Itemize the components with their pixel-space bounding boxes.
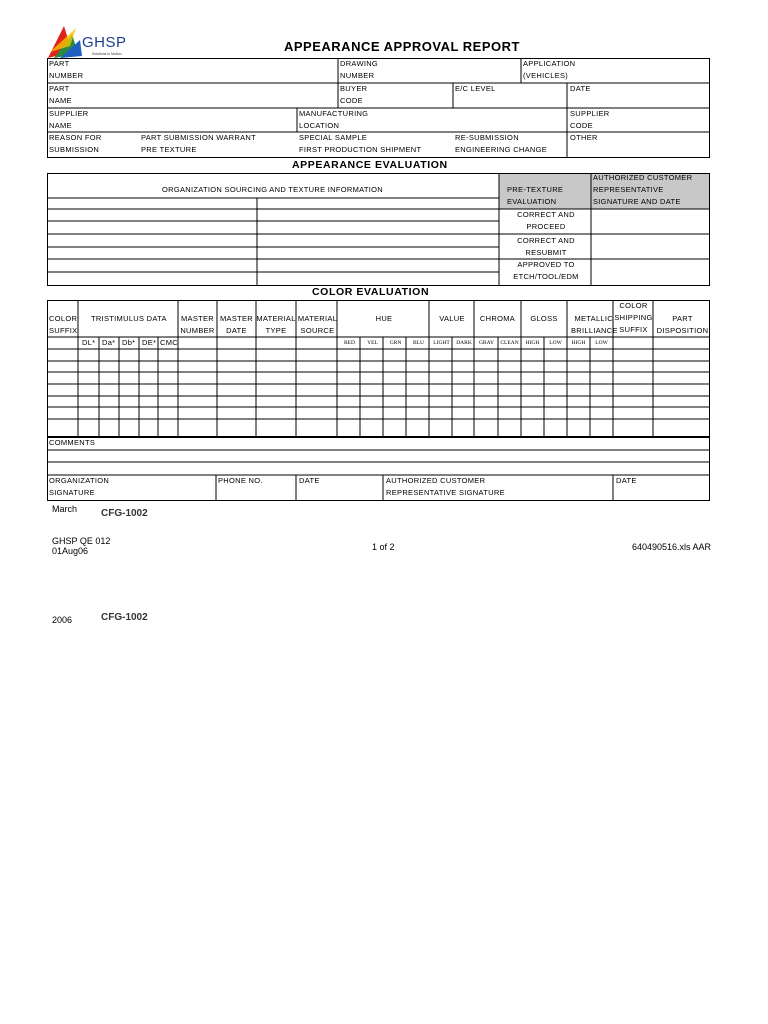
pre-texture-label: PRE-TEXTURE EVALUATION bbox=[507, 185, 564, 206]
ec-level-label: E/C LEVEL bbox=[455, 84, 496, 93]
dl-header: DL* bbox=[82, 338, 96, 347]
correct-proceed-option[interactable]: CORRECT AND PROCEED bbox=[517, 210, 575, 231]
correct-resubmit-option[interactable]: CORRECT AND RESUBMIT bbox=[517, 236, 575, 257]
grn-col: GRN bbox=[389, 340, 402, 346]
filename: 640490516.xls AAR bbox=[632, 542, 712, 552]
light-col: LIGHT bbox=[433, 340, 450, 346]
appearance-section-title: APPEARANCE EVALUATION bbox=[292, 159, 448, 171]
master-date-header: MASTER DATE bbox=[219, 314, 254, 335]
color-suffix-header: COLOR SUFFIX bbox=[49, 314, 78, 335]
master-number-header: MASTER NUMBER bbox=[180, 314, 215, 335]
form-number-overlap: CFG-1002 bbox=[101, 508, 148, 519]
material-type-header: MATERIAL TYPE bbox=[256, 314, 296, 335]
blu-col: BLU bbox=[413, 340, 424, 346]
buyer-code-label: BUYER CODE bbox=[340, 84, 368, 105]
special-sample-checkbox-label[interactable]: SPECIAL SAMPLE FIRST PRODUCTION SHIPMENT bbox=[299, 133, 422, 154]
date-label: DATE bbox=[570, 84, 591, 93]
hue-header: HUE bbox=[375, 314, 393, 323]
part-number-label: PART NUMBER bbox=[49, 59, 84, 80]
yel-col: YEL bbox=[367, 340, 378, 346]
tristimulus-header: TRISTIMULUS DATA bbox=[91, 314, 167, 323]
form-number: CFG-1002 bbox=[101, 612, 148, 623]
chroma-header: CHROMA bbox=[479, 314, 516, 323]
ghsp-logo bbox=[46, 22, 146, 62]
sig-date2-label: DATE bbox=[616, 476, 637, 485]
application-label: APPLICATION (VEHICLES) bbox=[523, 59, 576, 80]
year-label: 2006 bbox=[52, 615, 73, 625]
metallic-high-col: HIGH bbox=[571, 340, 586, 346]
metallic-low-col: LOW bbox=[595, 340, 608, 346]
authorized-rep-label: AUTHORIZED CUSTOMER REPRESENTATIVE SIGNATURE AND DATE bbox=[593, 173, 693, 206]
color-section-title: COLOR EVALUATION bbox=[312, 286, 430, 298]
da-header: Da* bbox=[102, 338, 116, 347]
gray-col: GRAY bbox=[478, 340, 495, 346]
auth-rep-sig-label: AUTHORIZED CUSTOMER REPRESENTATIVE SIGNATURE bbox=[386, 476, 505, 497]
color-shipping-header: COLOR SHIPPING SUFFIX bbox=[614, 301, 653, 334]
gloss-header: GLOSS bbox=[530, 314, 558, 323]
phone-label: PHONE NO. bbox=[218, 476, 263, 485]
de-header: DE* bbox=[142, 338, 157, 347]
other-checkbox-label[interactable]: OTHER bbox=[570, 133, 598, 142]
org-sourcing-label: ORGANIZATION SOURCING AND TEXTURE INFORMATION bbox=[162, 185, 384, 194]
metallic-header: METALLIC BRILLIANCE bbox=[571, 314, 618, 335]
gloss-high-col: HIGH bbox=[525, 340, 540, 346]
part-disposition-header: PART DISPOSITION bbox=[656, 314, 709, 335]
approved-etch-option[interactable]: APPROVED TO ETCH/TOOL/EDM bbox=[513, 260, 579, 281]
cmc-header: CMC bbox=[160, 338, 178, 347]
manufacturing-location-label: MANUFACTURING LOCATION bbox=[299, 109, 369, 130]
supplier-code-label: SUPPLIER CODE bbox=[570, 109, 610, 130]
page-number: 1 of 2 bbox=[372, 542, 395, 552]
value-header: VALUE bbox=[439, 314, 465, 323]
psw-checkbox-label[interactable]: PART SUBMISSION WARRANT PRE TEXTURE bbox=[141, 133, 256, 154]
logo-tagline: Solutions in Motion bbox=[92, 52, 122, 56]
sig-date-label: DATE bbox=[299, 476, 320, 485]
part-name-label: PART NAME bbox=[49, 84, 72, 105]
comments-grid bbox=[47, 437, 711, 501]
red-col: RED bbox=[344, 340, 355, 346]
material-source-header: MATERIAL SOURCE bbox=[297, 314, 338, 335]
drawing-number-label: DRAWING NUMBER bbox=[340, 59, 379, 80]
clean-col: CLEAN bbox=[500, 340, 519, 346]
comments-grid-lines bbox=[47, 437, 712, 502]
supplier-name-label: SUPPLIER NAME bbox=[49, 109, 89, 130]
gloss-low-col: LOW bbox=[549, 340, 562, 346]
reason-label: REASON FOR SUBMISSION bbox=[49, 133, 102, 154]
doc-id: GHSP QE 012 01Aug06 bbox=[52, 536, 111, 556]
page-title: APPEARANCE APPROVAL REPORT bbox=[284, 39, 520, 54]
march-label: March bbox=[52, 504, 78, 514]
logo-text: GHSP bbox=[82, 34, 127, 51]
db-header: Db* bbox=[122, 338, 136, 347]
resubmission-checkbox-label[interactable]: RE-SUBMISSION ENGINEERING CHANGE bbox=[455, 133, 548, 154]
dark-col: DARK bbox=[456, 340, 472, 346]
org-signature-label: ORGANIZATION SIGNATURE bbox=[49, 476, 110, 497]
comments-label: COMMENTS bbox=[49, 438, 96, 447]
